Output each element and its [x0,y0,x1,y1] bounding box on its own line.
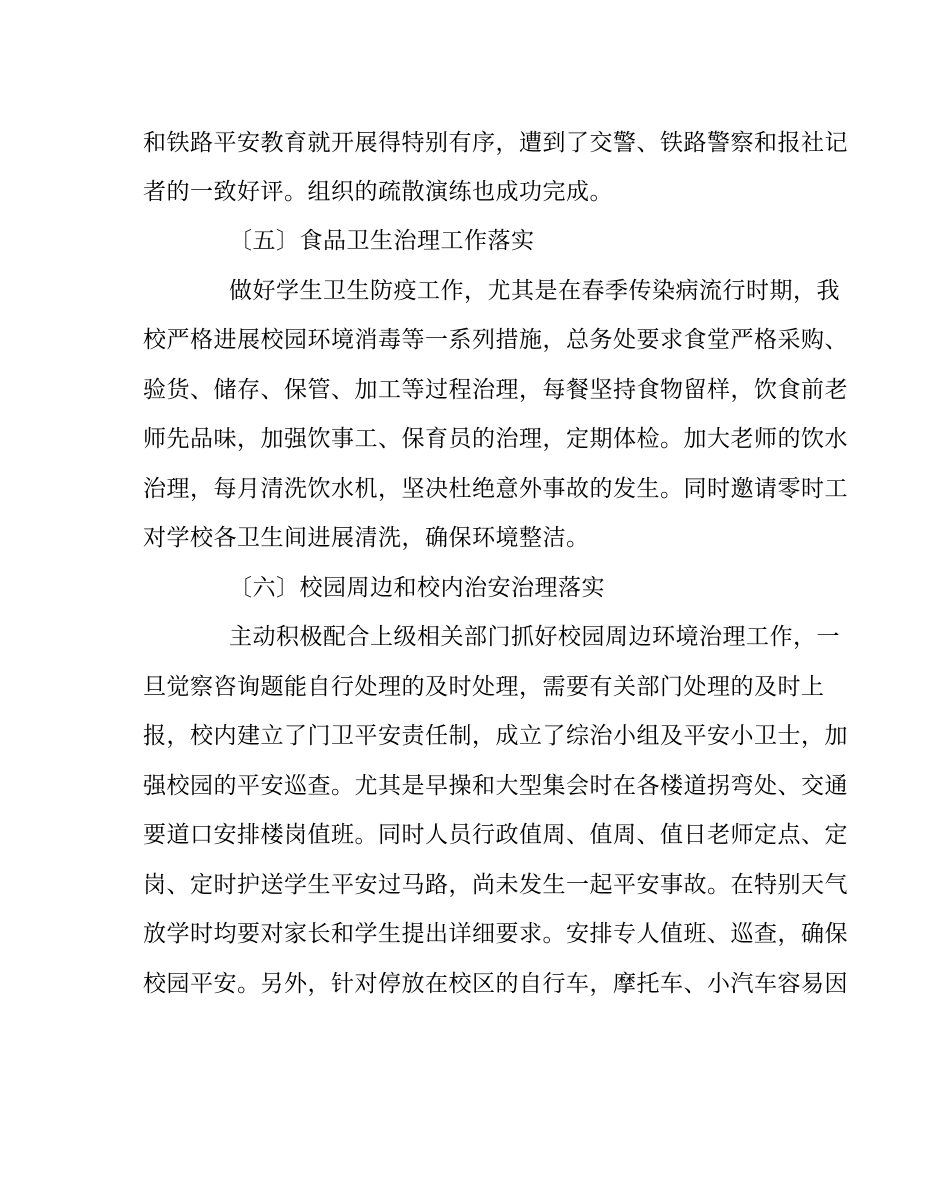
text-line: 对学校各卫生间进展清洗，确保环境整洁。 [143,525,590,551]
text-line: 旦觉察咨询题能自行处理的及时处理，需要有关部门处理的及时上 [143,674,825,700]
text-line: 师先品味，加强饮事工、保育员的治理，定期体检。加大老师的饮水 [143,426,848,452]
section-heading: 〔五〕食品卫生治理工作落实 [229,228,535,254]
text-line: 放学时均要对家长和学生提出详细要求。安排专人值班、巡查，确保 [143,921,848,947]
text-line: 强校园的平安巡查。尤其是早操和大型集会时在各楼道拐弯处、交通 [143,773,848,799]
section-heading: 〔六〕校园周边和校内治安治理落实 [229,575,605,601]
text-line: 做好学生卫生防疫工作，尤其是在春季传染病流行时期，我 [229,278,840,304]
text-line: 主动积极配合上级相关部门抓好校园周边环境治理工作，一 [229,624,840,650]
text-line: 岗、定时护送学生平安过马路，尚未发生一起平安事故。在特别天气 [143,872,848,898]
text-line: 和铁路平安教育就开展得特别有序，遭到了交警、铁路警察和报社记 [143,130,848,156]
text-line: 校严格进展校园环境消毒等一系列措施，总务处要求食堂严格采购、 [143,327,848,353]
text-line: 治理，每月清洗饮水机，坚决杜绝意外事故的发生。同时邀请零时工 [143,476,848,502]
text-line: 验货、储存、保管、加工等过程治理，每餐坚持食物留样，饮食前老 [143,377,848,403]
text-line: 要道口安排楼岗值班。同时人员行政值周、值周、值日老师定点、定 [143,822,848,848]
text-line: 校园平安。另外，针对停放在校区的自行车，摩托车、小汽车容易因 [143,971,848,997]
text-line: 者的一致好评。组织的疏散演练也成功完成。 [143,179,613,205]
text-line: 报，校内建立了门卫平安责任制，成立了综治小组及平安小卫士，加 [143,723,848,749]
